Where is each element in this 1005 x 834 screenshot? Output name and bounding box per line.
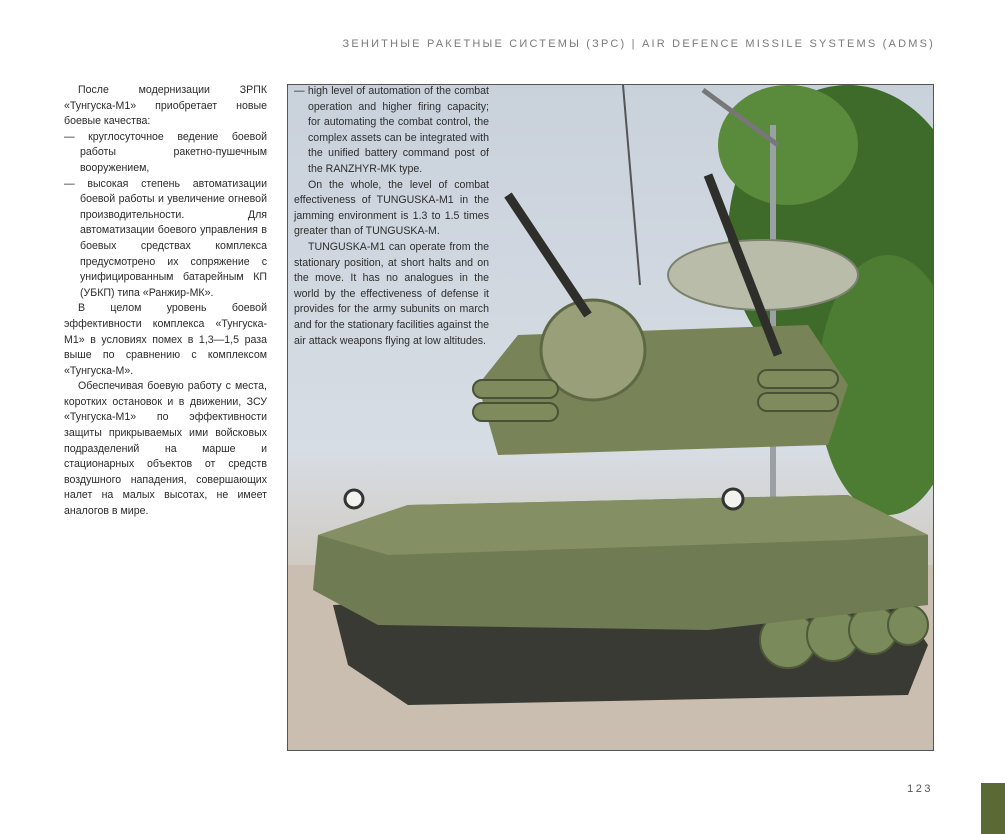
en-list-item: — high level of automation of the combat operation and higher firing capacity; for automating the combat control, the complex assets can be integrated with the unified battery command post of the RANZHYR-MK type. <box>294 84 489 178</box>
russian-text-column <box>64 83 267 520</box>
ru-intro: После модернизации ЗРПК «Тунгуска-М1» приобретает новые боевые качества: <box>64 84 267 128</box>
en-paragraph: On the whole, the level of combat effectiveness of TUNGUSKA-M1 in the jamming environment is 1.3 to 1.5 times greater than of TUNGUSKA-M. <box>294 178 489 238</box>
running-head: ЗЕНИТНЫЕ РАКЕТНЫЕ СИСТЕМЫ (ЗРС) | AIR DEFENCE MISSILE SYSTEMS (ADMS) <box>342 38 935 50</box>
english-text-column <box>294 84 489 349</box>
ru-paragraph: В целом уровень боевой эффективности комплекса «Тунгуска-М1» в условиях помех в 1,3—1,5 раза выше по сравнению с комплексом «Тунгуска-М». <box>64 302 267 377</box>
ru-list-item: — высокая степень автоматизации боевой работы и увеличение огневой производительности. Для автоматизации боевого управления в боевых средствах комплекса предусмотрено их сопряжение с унифицированным батарейным КП (УБКП) типа «Ранжир-МК». <box>64 177 267 302</box>
headlight <box>345 490 363 508</box>
radio-antenna <box>623 85 640 285</box>
page-number: 123 <box>907 783 933 795</box>
search-radar-dish <box>668 240 858 310</box>
headlight <box>723 489 743 509</box>
tree-foliage <box>718 85 858 205</box>
section-edge-tab <box>981 783 1005 834</box>
en-paragraph: TUNGUSKA-M1 can operate from the stationary position, at short halts and on the move. It has no analogues in the world by the effectiveness of defense it provides for the army subunits on march and for the stationary facilities against the air attack weapons flying at low altitudes. <box>294 240 489 347</box>
ru-paragraph: Обеспечивая боевую работу с места, коротких остановок и в движении, ЗСУ «Тунгуска-М1» по эффективности защиты прикрываемых ими войсковых подразделений на марше и стационарных объектов от средств воздушного нападения, совершающих налет на малых высотах, не имеет аналогов в мире. <box>64 380 267 518</box>
cannon-barrel <box>508 195 588 315</box>
ru-list-item: — круглосуточное ведение боевой работы ракетно-пушечным вооружением, <box>64 130 267 177</box>
